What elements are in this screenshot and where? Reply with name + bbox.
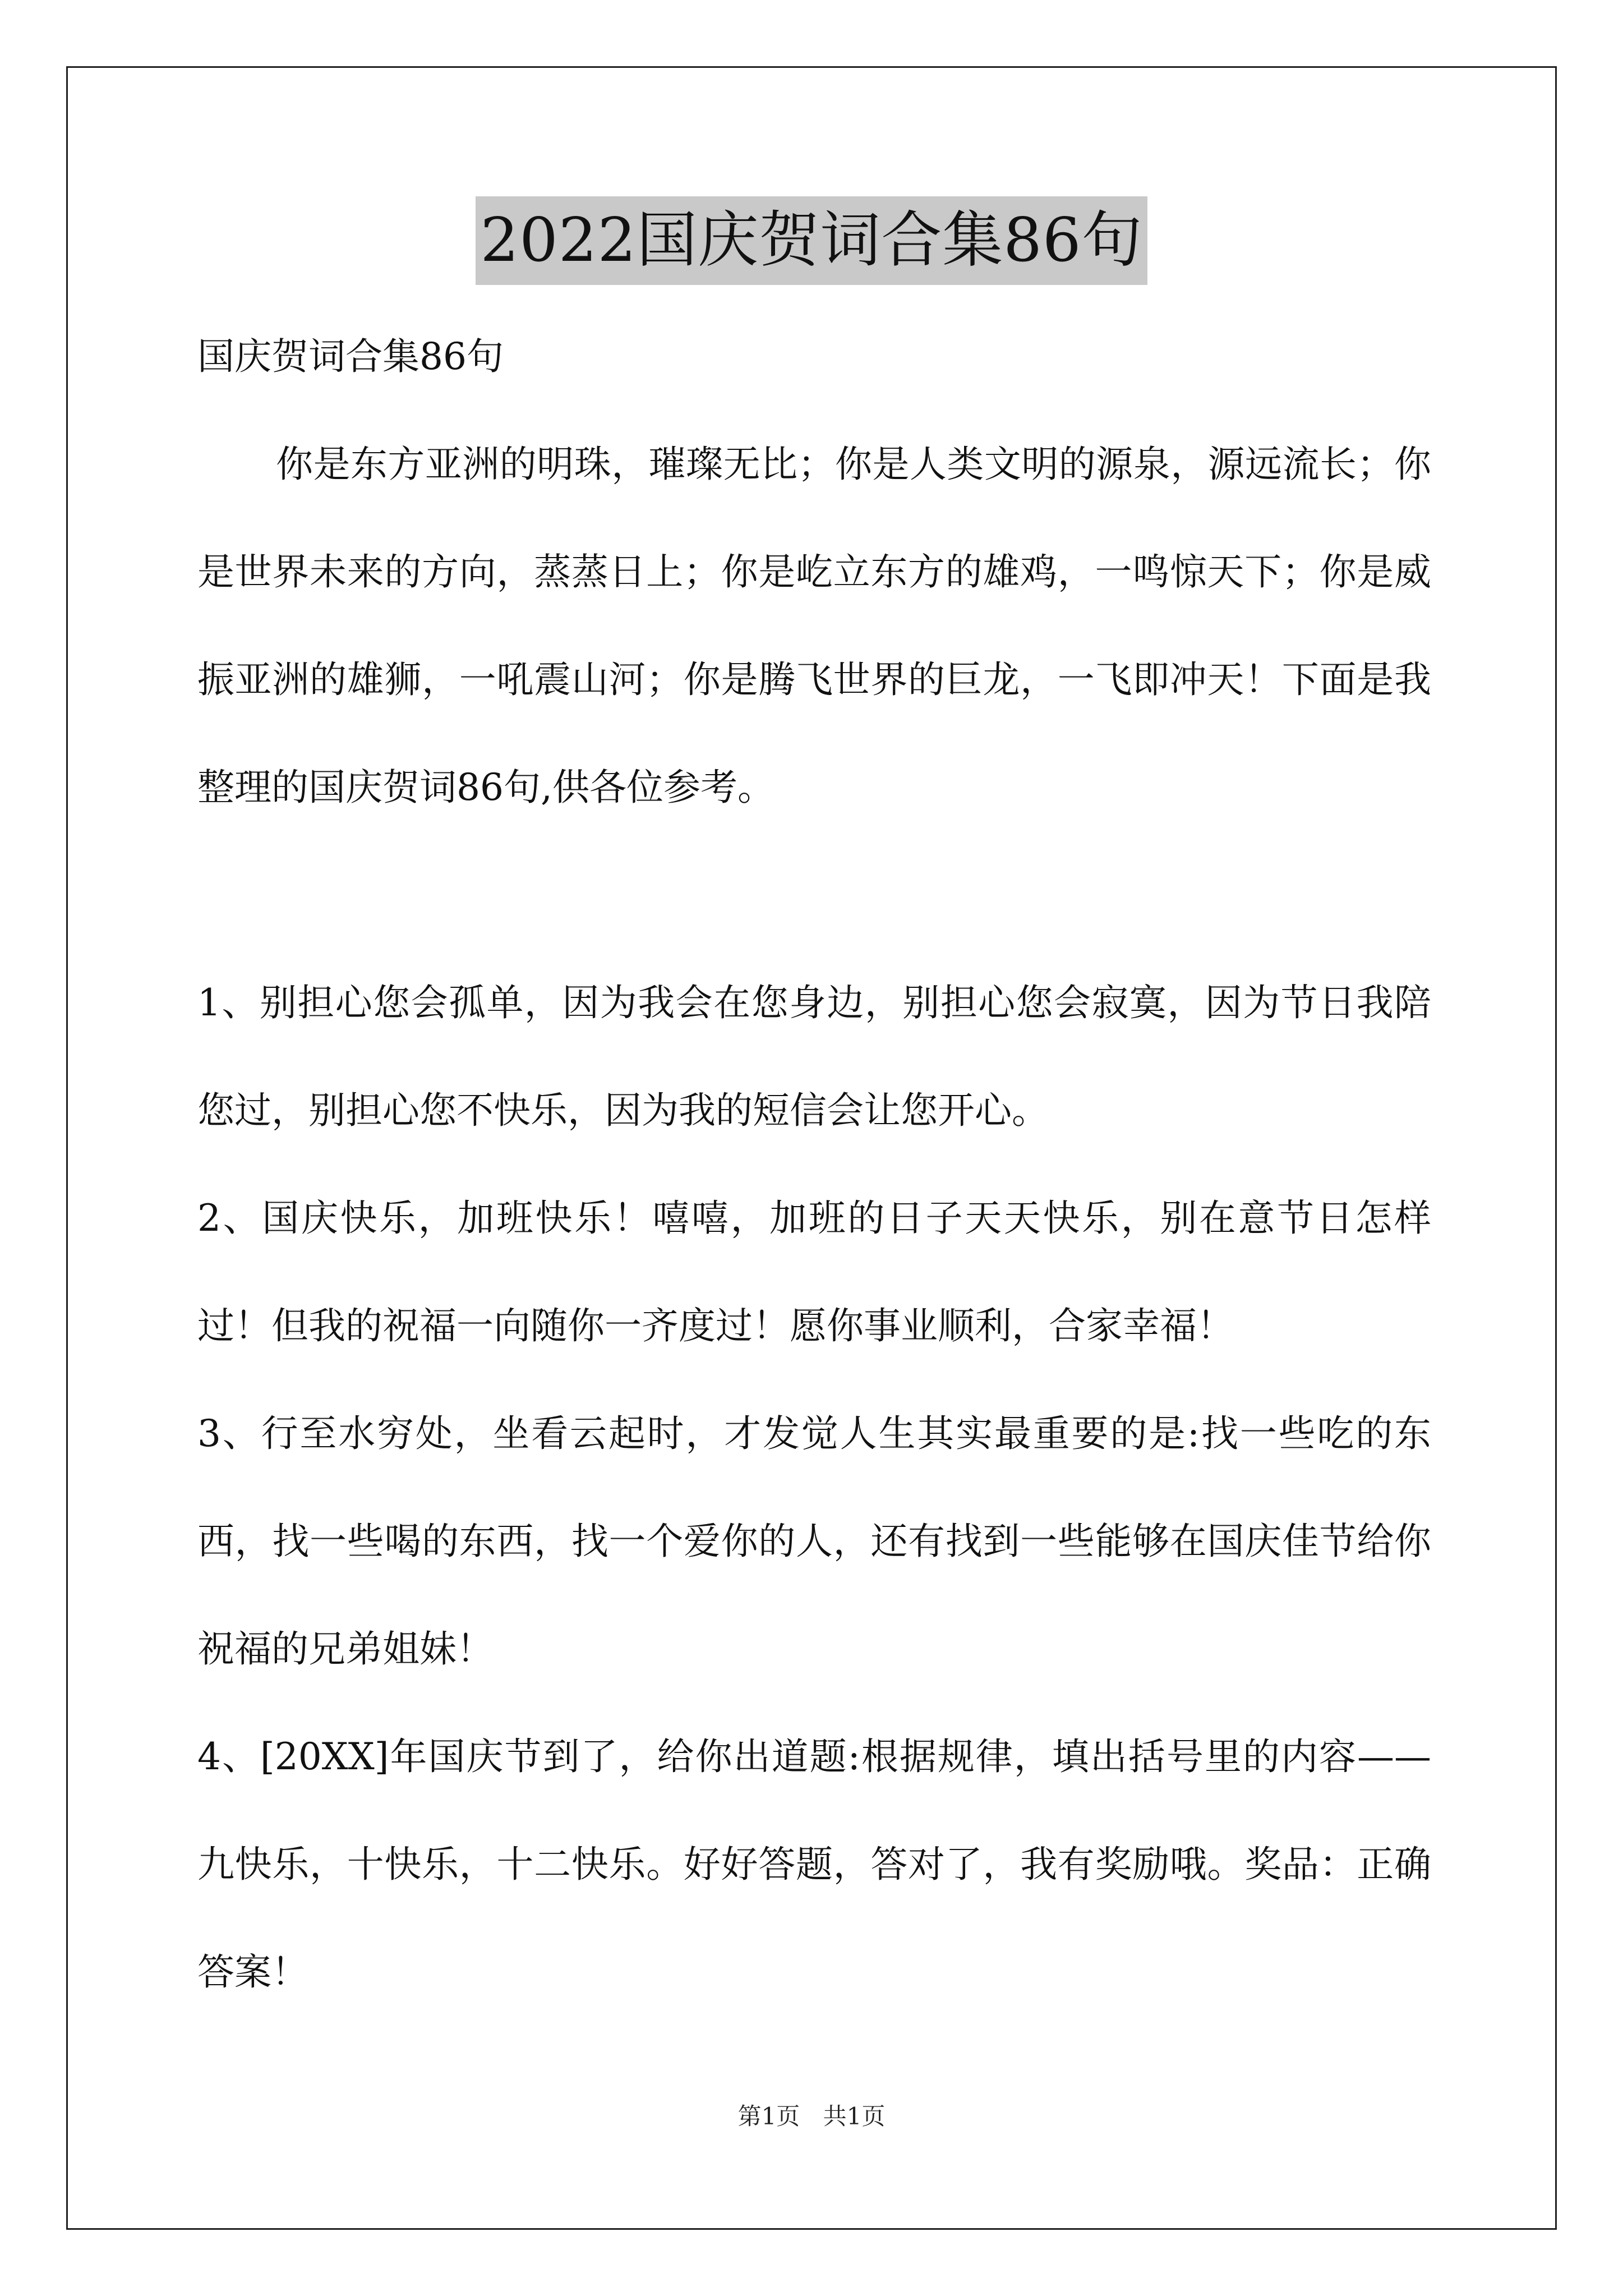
document-title: 2022国庆贺词合集86句: [476, 196, 1147, 285]
page-total: 共1页: [823, 2102, 886, 2130]
list-item: 2、国庆快乐，加班快乐！嘻嘻，加班的日子天天快乐，别在意节日怎样过！但我的祝福一向随你一齐度过！愿你事业顺利，合家幸福！: [197, 1197, 1431, 1347]
paragraph-spacer: [197, 841, 1431, 949]
list-item: 3、行至水穷处，坐看云起时，才发觉人生其实最重要的是:找一些吃的东西，找一些喝的东西，找一个爱你的人，还有找到一些能够在国庆佳节给你祝福的兄弟姐妹！: [197, 1412, 1431, 1671]
page-number: 第1页: [737, 2102, 800, 2130]
list-item: 1、别担心您会孤单，因为我会在您身边，别担心您会寂寞，因为节日我陪您过，别担心您不快乐，因为我的短信会让您开心。: [197, 981, 1431, 1132]
document-body: [197, 303, 1431, 2026]
title-container: [0, 196, 1623, 285]
list-item: 4、[20XX]年国庆节到了，给你出道题:根据规律，填出括号里的内容——九快乐，十快乐，十二快乐。好好答题，答对了，我有奖励哦。奖品：正确答案！: [197, 1735, 1431, 1994]
document-subtitle: 国庆贺词合集86句: [197, 335, 504, 378]
intro-paragraph: 你是东方亚洲的明珠，璀璨无比；你是人类文明的源泉，源远流长；你是世界未来的方向，蒸蒸日上；你是屹立东方的雄鸡，一鸣惊天下；你是威振亚洲的雄狮，一吼震山河；你是腾飞世界的巨龙，一飞即冲天！下面是我整理的国庆贺词86句,供各位参考。: [197, 443, 1431, 809]
page-footer: [0, 2098, 1623, 2132]
